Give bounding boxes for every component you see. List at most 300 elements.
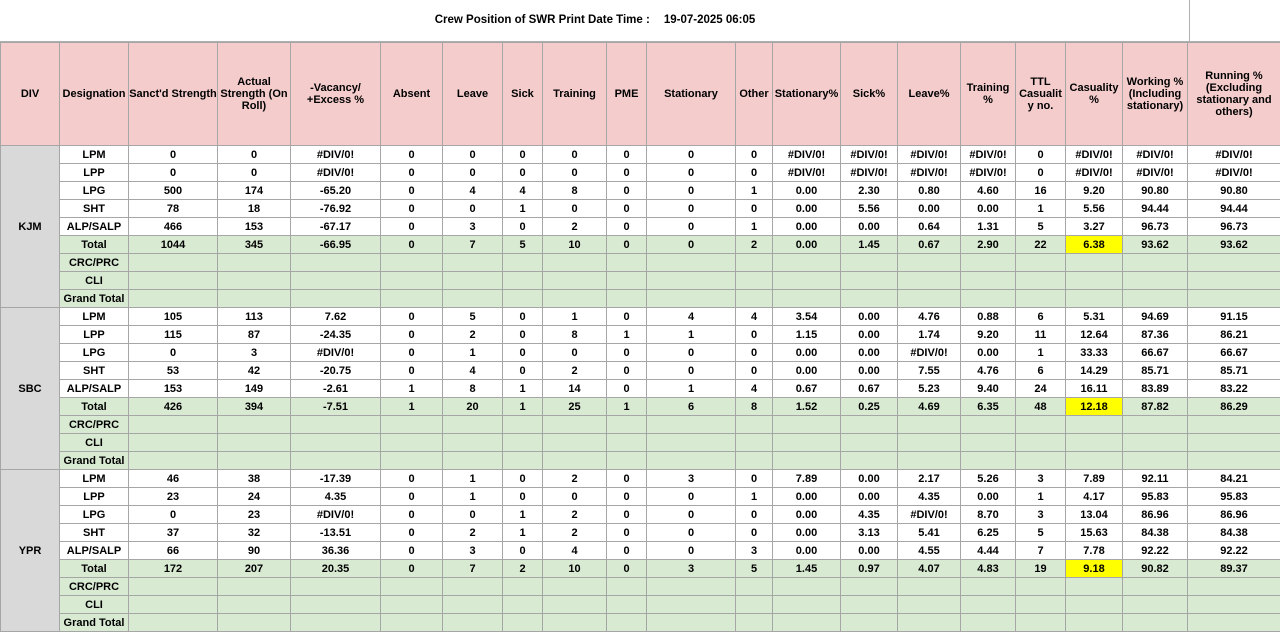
header-training-pct: Training % (961, 43, 1016, 146)
cell-other (736, 416, 773, 434)
division-cell: SBC (1, 308, 60, 470)
cell-vacancy: #DIV/0! (291, 506, 381, 524)
cell-other (736, 578, 773, 596)
designation-cell: CLI (60, 434, 129, 452)
cell-sick: 0 (503, 542, 543, 560)
cell-sanctioned: 46 (129, 470, 218, 488)
cell-casualty-pct: #DIV/0! (1066, 164, 1123, 182)
cell-other (736, 254, 773, 272)
cell-other: 0 (736, 146, 773, 164)
header-vacancy-excess: -Vacancy/ +Excess % (291, 43, 381, 146)
cell-training-pct: 4.83 (961, 560, 1016, 578)
cell-training-pct: 4.44 (961, 542, 1016, 560)
cell-vacancy: -66.95 (291, 236, 381, 254)
table-row (1, 524, 1280, 542)
header-leave-pct: Leave% (898, 43, 961, 146)
cell-other: 4 (736, 308, 773, 326)
cell-sick: 1 (503, 506, 543, 524)
cell-absent: 0 (381, 200, 443, 218)
cell-other: 2 (736, 236, 773, 254)
cell-stationary-pct: 0.67 (773, 380, 841, 398)
cell-absent (381, 452, 443, 470)
cell-training-pct: 6.35 (961, 398, 1016, 416)
cell-sick-pct: 2.30 (841, 182, 898, 200)
cell-sanctioned: 0 (129, 344, 218, 362)
cell-working-pct: 93.62 (1123, 236, 1188, 254)
cell-pme: 0 (607, 524, 647, 542)
cell-stationary-pct: 1.15 (773, 326, 841, 344)
cell-training-pct: 0.88 (961, 308, 1016, 326)
designation-cell: Total (60, 236, 129, 254)
cell-stationary-pct: 1.45 (773, 560, 841, 578)
cell-vacancy (291, 578, 381, 596)
cell-casualty-pct (1066, 272, 1123, 290)
cell-stationary: 0 (647, 524, 736, 542)
cell-vacancy: -17.39 (291, 470, 381, 488)
cell-actual: 32 (218, 524, 291, 542)
cell-absent: 1 (381, 398, 443, 416)
designation-cell: LPP (60, 326, 129, 344)
cell-training-pct (961, 596, 1016, 614)
table-row (1, 344, 1280, 362)
cell-ttl-casualty (1016, 578, 1066, 596)
cell-running-pct (1188, 596, 1280, 614)
cell-sick: 0 (503, 488, 543, 506)
cell-actual (218, 434, 291, 452)
cell-leave-pct: 0.64 (898, 218, 961, 236)
cell-leave-pct (898, 614, 961, 632)
designation-cell: LPP (60, 488, 129, 506)
cell-pme (607, 290, 647, 308)
table-row (1, 560, 1280, 578)
cell-absent: 0 (381, 236, 443, 254)
cell-pme: 0 (607, 542, 647, 560)
cell-other (736, 272, 773, 290)
cell-ttl-casualty: 48 (1016, 398, 1066, 416)
cell-absent: 0 (381, 542, 443, 560)
cell-leave-pct (898, 434, 961, 452)
cell-leave: 3 (443, 542, 503, 560)
cell-vacancy: -20.75 (291, 362, 381, 380)
cell-training-pct (961, 452, 1016, 470)
cell-working-pct (1123, 272, 1188, 290)
cell-running-pct: 94.44 (1188, 200, 1280, 218)
cell-sanctioned: 0 (129, 164, 218, 182)
cell-working-pct: 92.11 (1123, 470, 1188, 488)
cell-other: 0 (736, 362, 773, 380)
cell-working-pct (1123, 452, 1188, 470)
table-row (1, 596, 1280, 614)
cell-sick-pct (841, 614, 898, 632)
cell-absent: 0 (381, 362, 443, 380)
cell-training-pct: 0.00 (961, 488, 1016, 506)
cell-sick: 0 (503, 218, 543, 236)
cell-leave: 0 (443, 200, 503, 218)
cell-stationary: 0 (647, 506, 736, 524)
cell-pme (607, 596, 647, 614)
cell-sanctioned (129, 452, 218, 470)
table-row (1, 290, 1280, 308)
cell-running-pct (1188, 290, 1280, 308)
cell-leave-pct: 0.80 (898, 182, 961, 200)
cell-training-pct (961, 578, 1016, 596)
cell-other: 3 (736, 542, 773, 560)
cell-stationary (647, 416, 736, 434)
table-row (1, 146, 1280, 164)
cell-vacancy: 20.35 (291, 560, 381, 578)
cell-ttl-casualty (1016, 614, 1066, 632)
cell-actual (218, 614, 291, 632)
cell-sanctioned: 466 (129, 218, 218, 236)
cell-other: 4 (736, 380, 773, 398)
table-row (1, 416, 1280, 434)
cell-working-pct (1123, 614, 1188, 632)
cell-actual: 24 (218, 488, 291, 506)
table-row (1, 452, 1280, 470)
cell-absent: 0 (381, 326, 443, 344)
table-row (1, 542, 1280, 560)
cell-other: 0 (736, 326, 773, 344)
cell-stationary: 3 (647, 560, 736, 578)
cell-vacancy (291, 614, 381, 632)
cell-training: 0 (543, 200, 607, 218)
cell-actual: 38 (218, 470, 291, 488)
cell-pme: 0 (607, 218, 647, 236)
cell-sanctioned (129, 272, 218, 290)
designation-cell: ALP/SALP (60, 380, 129, 398)
cell-working-pct: #DIV/0! (1123, 164, 1188, 182)
cell-sick (503, 452, 543, 470)
cell-leave (443, 596, 503, 614)
cell-leave: 2 (443, 524, 503, 542)
cell-actual: 90 (218, 542, 291, 560)
cell-sick: 4 (503, 182, 543, 200)
cell-ttl-casualty: 19 (1016, 560, 1066, 578)
cell-casualty-pct: 4.17 (1066, 488, 1123, 506)
cell-ttl-casualty: 3 (1016, 470, 1066, 488)
table-row (1, 164, 1280, 182)
cell-casualty-pct: 9.20 (1066, 182, 1123, 200)
header-pme: PME (607, 43, 647, 146)
cell-running-pct: 91.15 (1188, 308, 1280, 326)
cell-training: 2 (543, 362, 607, 380)
cell-training: 0 (543, 164, 607, 182)
header-other: Other (736, 43, 773, 146)
cell-absent (381, 254, 443, 272)
cell-sick: 0 (503, 470, 543, 488)
cell-casualty-pct: 3.27 (1066, 218, 1123, 236)
cell-pme: 0 (607, 308, 647, 326)
cell-ttl-casualty: 5 (1016, 218, 1066, 236)
cell-sick-pct: 1.45 (841, 236, 898, 254)
cell-pme (607, 452, 647, 470)
cell-stationary-pct: 0.00 (773, 362, 841, 380)
cell-leave-pct: #DIV/0! (898, 146, 961, 164)
cell-sick: 1 (503, 200, 543, 218)
cell-sick: 1 (503, 380, 543, 398)
cell-pme (607, 614, 647, 632)
cell-casualty-pct: 13.04 (1066, 506, 1123, 524)
cell-casualty-pct: 6.38 (1066, 236, 1123, 254)
cell-working-pct: 90.80 (1123, 182, 1188, 200)
cell-actual: 345 (218, 236, 291, 254)
cell-running-pct: 96.73 (1188, 218, 1280, 236)
cell-stationary-pct (773, 578, 841, 596)
cell-ttl-casualty: 11 (1016, 326, 1066, 344)
cell-ttl-casualty (1016, 416, 1066, 434)
cell-leave: 0 (443, 164, 503, 182)
cell-other: 0 (736, 200, 773, 218)
cell-training-pct (961, 290, 1016, 308)
cell-running-pct: 89.37 (1188, 560, 1280, 578)
cell-working-pct: 92.22 (1123, 542, 1188, 560)
cell-sick-pct (841, 596, 898, 614)
designation-cell: CLI (60, 596, 129, 614)
cell-training: 2 (543, 218, 607, 236)
cell-sanctioned: 153 (129, 380, 218, 398)
cell-vacancy (291, 290, 381, 308)
cell-other: 0 (736, 524, 773, 542)
cell-training: 8 (543, 182, 607, 200)
cell-training (543, 272, 607, 290)
header-sick-pct: Sick% (841, 43, 898, 146)
cell-leave: 0 (443, 146, 503, 164)
cell-leave-pct (898, 254, 961, 272)
cell-leave-pct: 5.41 (898, 524, 961, 542)
cell-stationary (647, 614, 736, 632)
cell-absent: 0 (381, 344, 443, 362)
cell-sanctioned (129, 254, 218, 272)
cell-actual: 87 (218, 326, 291, 344)
cell-working-pct: 94.44 (1123, 200, 1188, 218)
cell-absent: 0 (381, 218, 443, 236)
cell-sanctioned: 426 (129, 398, 218, 416)
table-row (1, 182, 1280, 200)
designation-cell: LPM (60, 146, 129, 164)
cell-training-pct: 4.60 (961, 182, 1016, 200)
cell-stationary-pct: 3.54 (773, 308, 841, 326)
cell-stationary: 1 (647, 326, 736, 344)
designation-cell: CRC/PRC (60, 416, 129, 434)
cell-actual: 149 (218, 380, 291, 398)
cell-sanctioned: 172 (129, 560, 218, 578)
cell-working-pct: 96.73 (1123, 218, 1188, 236)
cell-leave: 1 (443, 470, 503, 488)
header-leave: Leave (443, 43, 503, 146)
cell-stationary-pct: 1.52 (773, 398, 841, 416)
report-title (0, 14, 1190, 26)
cell-training: 4 (543, 542, 607, 560)
division-cell: KJM (1, 146, 60, 308)
cell-pme (607, 416, 647, 434)
cell-actual: 394 (218, 398, 291, 416)
cell-casualty-pct (1066, 578, 1123, 596)
cell-absent (381, 434, 443, 452)
cell-stationary: 6 (647, 398, 736, 416)
cell-vacancy: #DIV/0! (291, 146, 381, 164)
cell-sick: 0 (503, 326, 543, 344)
cell-leave-pct (898, 416, 961, 434)
cell-leave-pct: 4.69 (898, 398, 961, 416)
cell-ttl-casualty: 6 (1016, 308, 1066, 326)
cell-stationary-pct: #DIV/0! (773, 164, 841, 182)
cell-running-pct (1188, 272, 1280, 290)
cell-casualty-pct: 12.18 (1066, 398, 1123, 416)
header-stationary-pct: Stationary% (773, 43, 841, 146)
cell-working-pct: 87.36 (1123, 326, 1188, 344)
cell-running-pct: 84.21 (1188, 470, 1280, 488)
cell-ttl-casualty: 5 (1016, 524, 1066, 542)
cell-actual: 0 (218, 146, 291, 164)
cell-leave: 4 (443, 182, 503, 200)
cell-sick-pct: 4.35 (841, 506, 898, 524)
cell-sick-pct (841, 416, 898, 434)
cell-other: 5 (736, 560, 773, 578)
cell-sanctioned: 23 (129, 488, 218, 506)
cell-vacancy (291, 596, 381, 614)
cell-training (543, 434, 607, 452)
cell-actual (218, 596, 291, 614)
cell-vacancy (291, 254, 381, 272)
table-row (1, 326, 1280, 344)
cell-pme (607, 578, 647, 596)
cell-training-pct: 0.00 (961, 344, 1016, 362)
cell-stationary: 4 (647, 308, 736, 326)
cell-vacancy (291, 416, 381, 434)
cell-vacancy: -67.17 (291, 218, 381, 236)
cell-casualty-pct: #DIV/0! (1066, 146, 1123, 164)
header-div: DIV (1, 43, 60, 146)
cell-training-pct: #DIV/0! (961, 164, 1016, 182)
cell-vacancy: 7.62 (291, 308, 381, 326)
header-actual-strength: Actual Strength (On Roll) (218, 43, 291, 146)
cell-absent: 0 (381, 488, 443, 506)
cell-training-pct: 0.00 (961, 200, 1016, 218)
table-row (1, 470, 1280, 488)
designation-cell: Grand Total (60, 614, 129, 632)
cell-running-pct: 83.22 (1188, 380, 1280, 398)
cell-stationary-pct (773, 416, 841, 434)
designation-cell: SHT (60, 524, 129, 542)
cell-leave: 4 (443, 362, 503, 380)
designation-cell: Total (60, 560, 129, 578)
cell-leave-pct: 4.76 (898, 308, 961, 326)
cell-running-pct: #DIV/0! (1188, 164, 1280, 182)
cell-stationary-pct: 0.00 (773, 524, 841, 542)
cell-sick-pct (841, 272, 898, 290)
cell-running-pct (1188, 254, 1280, 272)
cell-ttl-casualty: 1 (1016, 200, 1066, 218)
cell-ttl-casualty (1016, 452, 1066, 470)
cell-sick-pct: 0.00 (841, 218, 898, 236)
cell-working-pct: 85.71 (1123, 362, 1188, 380)
cell-absent (381, 290, 443, 308)
cell-running-pct: 95.83 (1188, 488, 1280, 506)
cell-leave-pct: 0.00 (898, 200, 961, 218)
cell-training: 25 (543, 398, 607, 416)
table-row (1, 614, 1280, 632)
cell-training: 10 (543, 236, 607, 254)
cell-vacancy: -65.20 (291, 182, 381, 200)
table-body (1, 146, 1280, 632)
cell-casualty-pct: 9.18 (1066, 560, 1123, 578)
cell-sanctioned: 78 (129, 200, 218, 218)
cell-training: 1 (543, 308, 607, 326)
cell-leave: 5 (443, 308, 503, 326)
cell-running-pct (1188, 434, 1280, 452)
table-row (1, 488, 1280, 506)
cell-training-pct: 4.76 (961, 362, 1016, 380)
cell-casualty-pct (1066, 416, 1123, 434)
cell-vacancy (291, 452, 381, 470)
cell-stationary (647, 434, 736, 452)
cell-sick-pct: 0.97 (841, 560, 898, 578)
cell-actual (218, 272, 291, 290)
cell-training: 2 (543, 524, 607, 542)
cell-pme: 0 (607, 236, 647, 254)
designation-cell: SHT (60, 362, 129, 380)
cell-stationary: 0 (647, 362, 736, 380)
cell-absent (381, 614, 443, 632)
cell-casualty-pct (1066, 452, 1123, 470)
cell-stationary-pct (773, 452, 841, 470)
cell-vacancy: 4.35 (291, 488, 381, 506)
crew-position-table (0, 42, 1280, 632)
cell-stationary-pct: 0.00 (773, 218, 841, 236)
cell-training (543, 416, 607, 434)
cell-running-pct: 84.38 (1188, 524, 1280, 542)
header-ttl-casualty: TTL Casualit y no. (1016, 43, 1066, 146)
cell-leave (443, 434, 503, 452)
header-casualty-pct: Casuality % (1066, 43, 1123, 146)
cell-stationary (647, 254, 736, 272)
cell-ttl-casualty (1016, 290, 1066, 308)
cell-sanctioned: 105 (129, 308, 218, 326)
cell-stationary-pct: 0.00 (773, 200, 841, 218)
header-sick: Sick (503, 43, 543, 146)
cell-working-pct: 95.83 (1123, 488, 1188, 506)
cell-actual: 207 (218, 560, 291, 578)
cell-ttl-casualty: 16 (1016, 182, 1066, 200)
cell-leave (443, 452, 503, 470)
cell-stationary-pct: #DIV/0! (773, 146, 841, 164)
cell-sanctioned (129, 614, 218, 632)
cell-leave-pct (898, 452, 961, 470)
cell-sick-pct: 5.56 (841, 200, 898, 218)
cell-stationary-pct (773, 614, 841, 632)
cell-leave-pct: 0.67 (898, 236, 961, 254)
cell-sanctioned: 53 (129, 362, 218, 380)
cell-sanctioned (129, 434, 218, 452)
cell-working-pct: 83.89 (1123, 380, 1188, 398)
cell-sanctioned (129, 290, 218, 308)
cell-ttl-casualty (1016, 272, 1066, 290)
cell-sick (503, 272, 543, 290)
cell-sanctioned (129, 416, 218, 434)
cell-working-pct: 94.69 (1123, 308, 1188, 326)
cell-ttl-casualty: 0 (1016, 164, 1066, 182)
cell-leave-pct: 7.55 (898, 362, 961, 380)
cell-sick: 0 (503, 344, 543, 362)
cell-stationary-pct (773, 272, 841, 290)
header-running-pct: Running % (Excluding stationary and others) (1188, 43, 1280, 146)
cell-casualty-pct: 33.33 (1066, 344, 1123, 362)
cell-absent: 1 (381, 380, 443, 398)
cell-sick (503, 290, 543, 308)
cell-running-pct: 92.22 (1188, 542, 1280, 560)
cell-running-pct (1188, 614, 1280, 632)
cell-sick-pct: 0.67 (841, 380, 898, 398)
